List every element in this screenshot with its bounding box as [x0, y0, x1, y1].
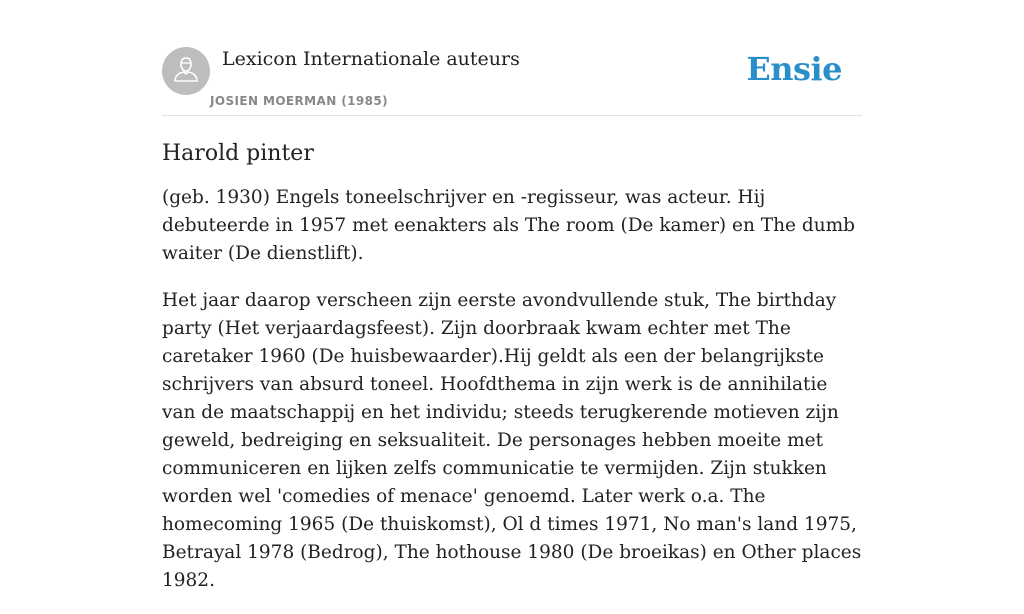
- author-name[interactable]: JOSIEN MOERMAN (1985): [210, 94, 388, 108]
- lexicon-title[interactable]: Lexicon Internationale auteurs: [222, 48, 520, 70]
- entry-paragraph: Het jaar daarop verscheen zijn eerste avondvullende stuk, The birthday party (Het verjaardagsfeest). Zijn doorbraak kwam echter met The caretaker 1960 (De huisbewaarder).Hij geldt als een der belangrijkste schrijvers van absurd toneel. Hoofdthema in zijn werk is de annihilatie van de maatschappij en het individu; steeds terugkerende motieven zijn geweld, bedreiging en seksualiteit. De personages hebben moeite met communiceren en lijken zelfs communicatie te vermijden. Zijn stukken worden wel 'comedies of menace' genoemd. Later werk o.a. The homecoming 1965 (De thuiskomst), Ol d times 1971, No man's land 1975, Betrayal 1978 (Bedrog), The hothouse 1980 (De broeikas) en Other places 1982.: [162, 290, 862, 591]
- entry-content: [162, 138, 862, 614]
- lexicon-header: [162, 47, 862, 116]
- entry-title: Harold pinter: [162, 141, 314, 166]
- entry-paragraph: (geb. 1930) Engels toneelschrijver en -regisseur, was acteur. Hij debuteerde in 1957 met eenakters als The room (De kamer) en The dumb waiter (De dienstlift).: [162, 187, 855, 264]
- ensie-logo[interactable]: Ensie: [746, 50, 842, 88]
- user-icon: [171, 54, 201, 89]
- avatar[interactable]: [162, 47, 210, 95]
